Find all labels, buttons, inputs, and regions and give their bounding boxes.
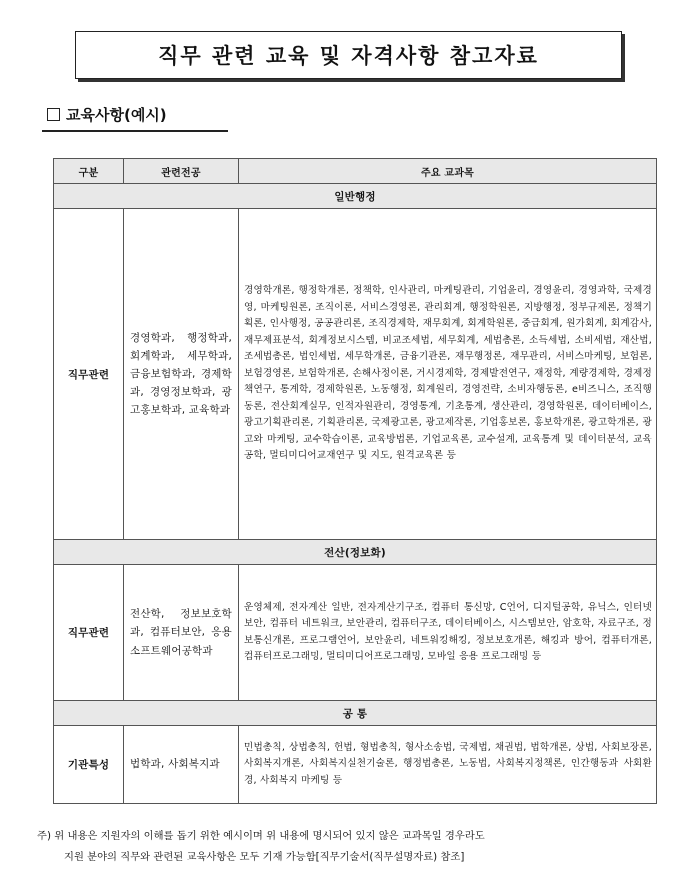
gubun-cell: 직무관련 [54,565,124,701]
subjects-cell: 운영체제, 전자계산 일반, 전자계산기구조, 컴퓨터 통신망, C언어, 디지털공학, 유닉스, 인터넷 보안, 컴퓨터 네트워크, 보안관리, 컴퓨터구조, 데이터베이스, 시스템보안, 암호학, 자료구조, 정보통신개론, 프로그램언어, 보안윤리, 네트워킹해킹, 정보보호개론, 해킹과 방어, 컴퓨터개론, 컴퓨터프로그래밍, 멀티미디어프로그래밍, 모바일 응용 프로그래밍 등 [239,565,657,701]
category-label: 일반행정 [54,184,657,209]
major-cell: 경영학과, 행정학과, 회계학과, 세무학과, 금융보험학과, 경제학과, 경영정보학과, 광고홍보학과, 교육학과 [124,209,239,540]
footnote-line-1: 주) 위 내용은 지원자의 이해를 돕기 위한 예시이며 위 내용에 명시되어 있지 않은 교과목일 경우라도 [37,830,485,842]
footnote [37,826,677,868]
footnote-line-2: 지원 분야의 직무와 관련된 교육사항은 모두 기재 가능함[직무기술서(직무설명자료) 참조] [64,851,465,864]
header-major: 관련전공 [124,159,239,184]
header-gubun: 구분 [54,159,124,184]
page-title: 직무 관련 교육 및 자격사항 참고자료 [75,31,622,79]
section-heading [47,104,167,125]
header-subjects: 주요 교과목 [239,159,657,184]
gubun-cell: 직무관련 [54,209,124,540]
table-row [54,565,657,701]
major-cell: 법학과, 사회복지과 [124,726,239,804]
gubun-cell: 기관특성 [54,726,124,804]
subjects-cell: 민법총칙, 상법총칙, 헌법, 형법총칙, 형사소송법, 국제법, 채권법, 법학개론, 상법, 사회보장론, 사회복지개론, 사회복지실천기술론, 행정법총론, 노동법, 사회복지정책론, 인간행동과 사회환경, 사회복지 마케팅 등 [239,726,657,804]
category-row-it [54,540,657,565]
section-underline [42,130,228,132]
category-label: 전산(정보화) [54,540,657,565]
category-row-common [54,701,657,726]
section-heading-text: 교육사항(예시) [66,106,167,124]
table-header-row [54,159,657,184]
category-label: 공 통 [54,701,657,726]
major-cell: 전산학, 정보보호학과, 컴퓨터보안, 응용소프트웨어공학과 [124,565,239,701]
table-row [54,209,657,540]
education-table [53,158,657,804]
category-row-general-admin [54,184,657,209]
table-row [54,726,657,804]
subjects-cell: 경영학개론, 행정학개론, 정책학, 인사관리, 마케팅관리, 기업윤리, 경영윤리, 경영과학, 국제경영, 마케팅원론, 조직이론, 서비스경영론, 관리회계, 행정학원론, 지방행정, 정부규제론, 정책기획론, 인사행정, 공공관리론, 조직경제학, 재무회계, 회계학원론, 중급회계, 원가회계, 회계감사, 재무제표분석, 회계정보시스템, 비교조세법, 세무회계, 세법총론, 소득세법, 소비세법, 재산법, 조세법총론, 법인세법, 세무학개론, 금융기관론, 재무행정론, 재무관리, 서비스마케팅, 보험론, 보험경영론, 보험학개론, 손해사정이론, 거시경제학, 경제발전연구, 재정학, 계량경제학, 경제정책연구, 통계학, 경제학원론, 노동행정, 회계원리, 경영전략, 소비자행동론, e비즈니스, 조직행동론, 전산회계실무, 인적자원관리, 경영통계, 기초통계, 생산관리, 경영학원론, 데이터베이스, 광고기획관리론, 기획관리론, 국제광고론, 광고제작론, 기업홍보론, 홍보학개론, 광고학개론, 광고와 마케팅, 교수학습이론, 교육방법론, 기업교육론, 교수설계, 교육통계 및 데이터분석, 교육공학, 멀티미디어교재연구 및 지도, 원격교육론 등 [239,209,657,540]
square-bullet-icon [47,108,60,121]
